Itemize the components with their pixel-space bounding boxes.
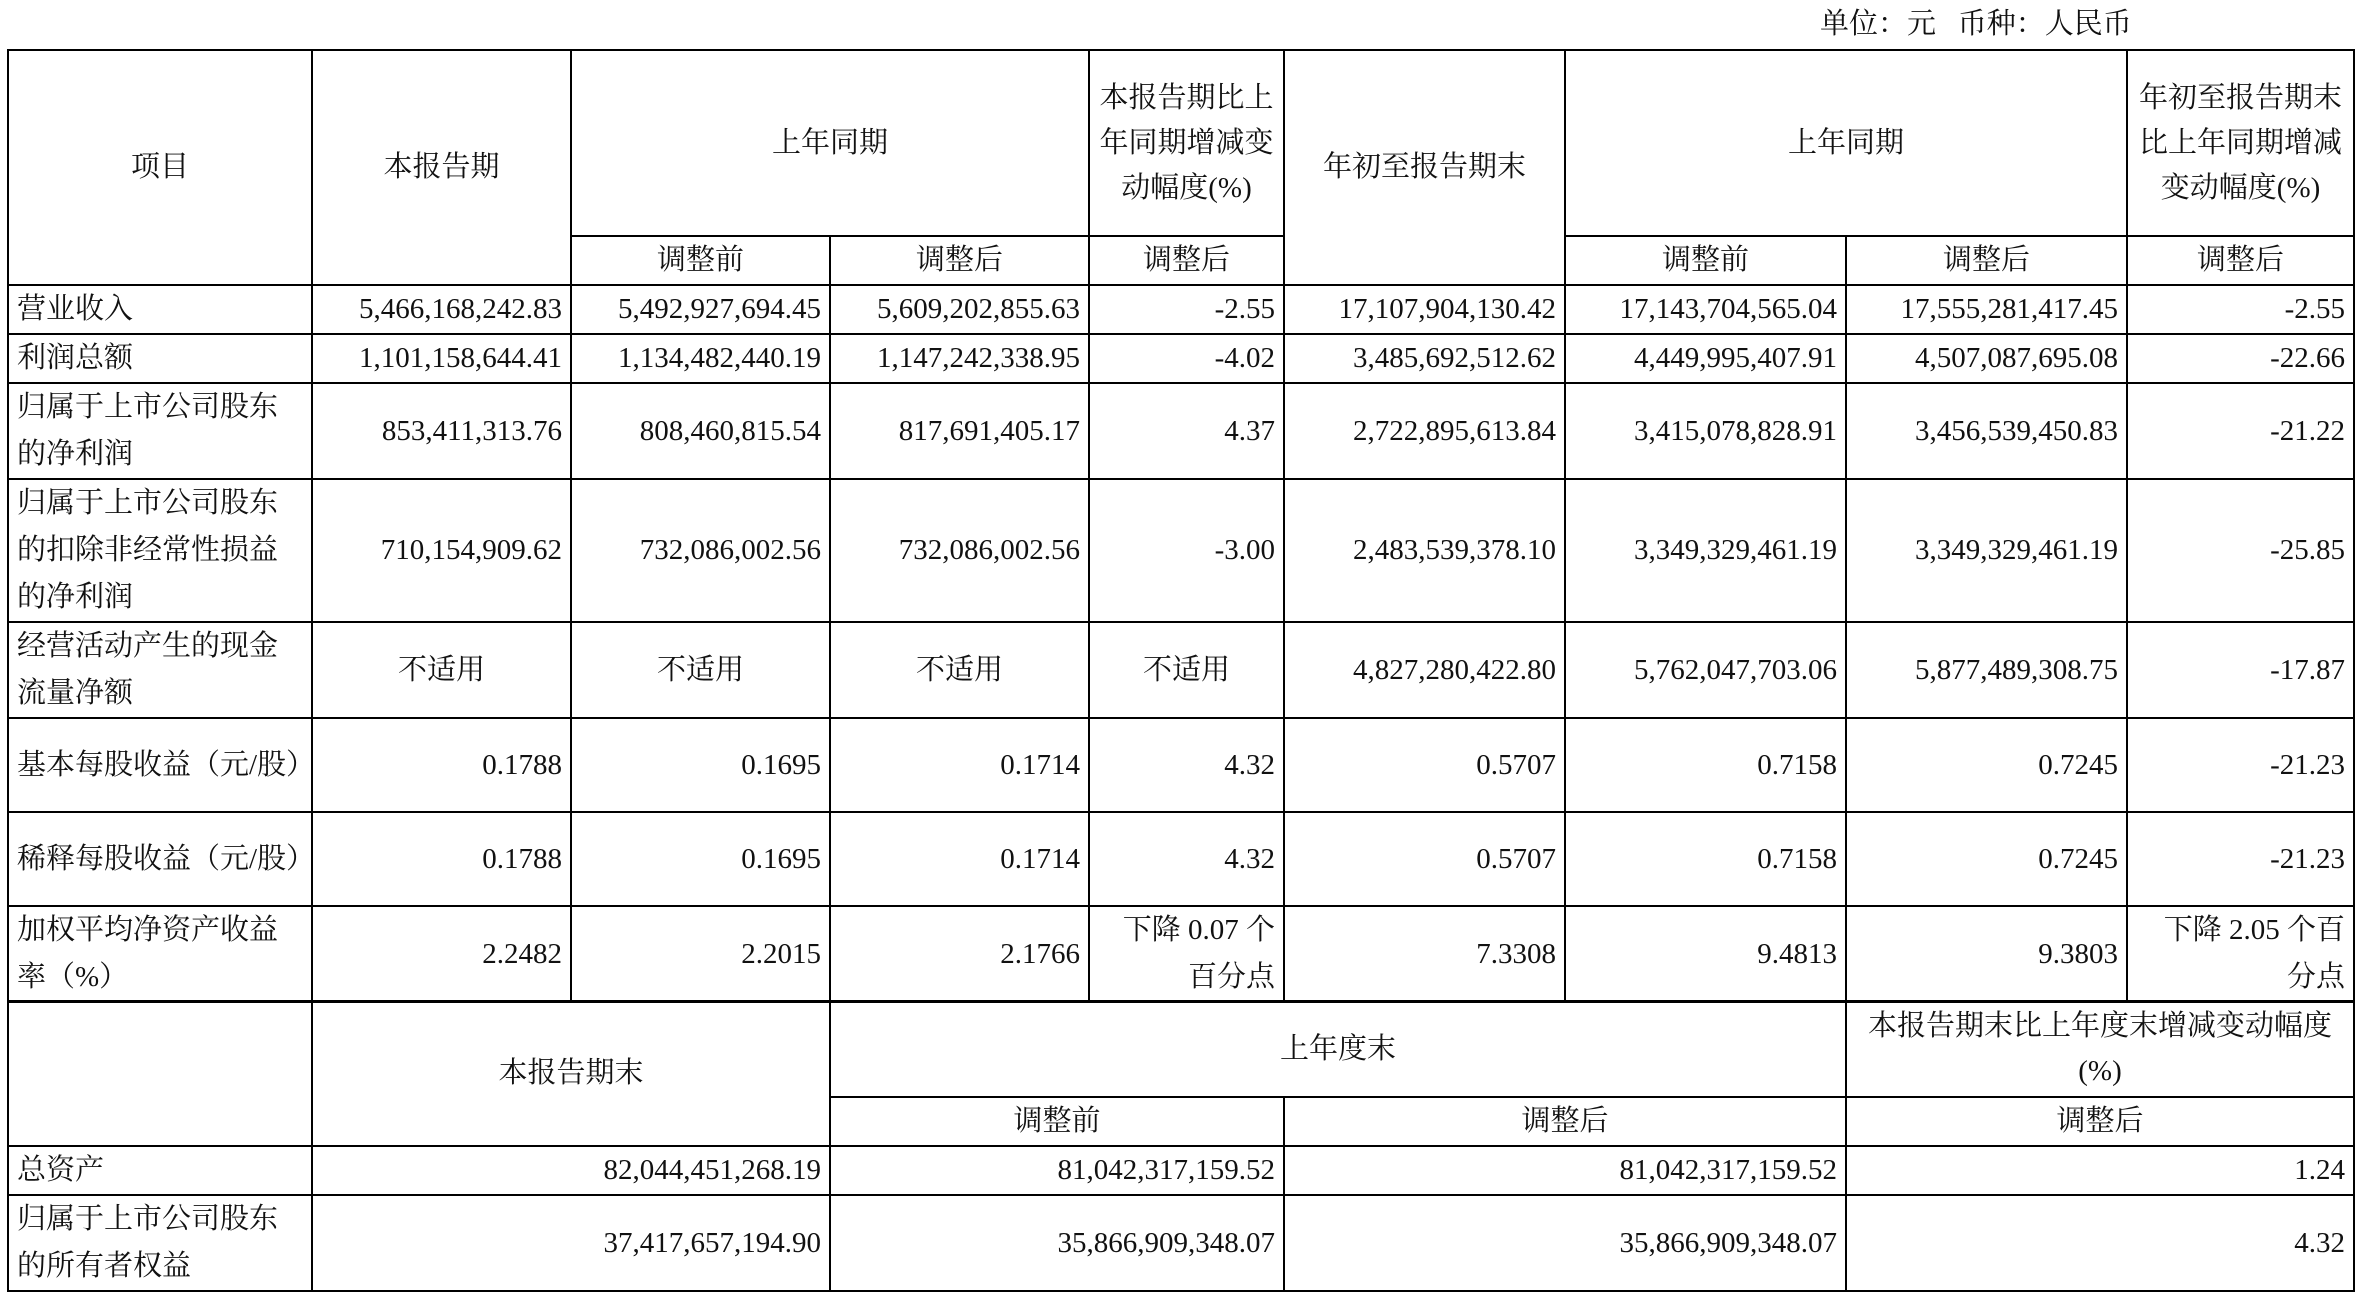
row-label: 总资产: [8, 1146, 312, 1195]
table-row: [8, 1146, 2354, 1195]
table-cell: 17,143,704,565.04: [1565, 285, 1846, 334]
table-cell: 732,086,002.56: [830, 479, 1089, 622]
header-same-period-last-year: 上年同期: [571, 50, 1089, 236]
table-cell: 3,456,539,450.83: [1846, 383, 2127, 479]
row-label: 归属于上市公司股东的净利润: [8, 383, 312, 479]
table-row: [8, 285, 2354, 334]
table-cell: 2,722,895,613.84: [1284, 383, 1565, 479]
header-current-period: 本报告期: [312, 50, 571, 285]
row-label: 稀释每股收益（元/股）: [8, 812, 312, 906]
header-change-current: 本报告期比上年同期增减变动幅度(%): [1089, 50, 1284, 236]
row-label: 加权平均净资产收益率（%）: [8, 906, 312, 1002]
table-cell: 0.7158: [1565, 812, 1846, 906]
table-cell: 3,415,078,828.91: [1565, 383, 1846, 479]
table-cell: -4.02: [1089, 334, 1284, 383]
table-cell: 81,042,317,159.52: [1284, 1146, 1846, 1195]
header-period-end: 本报告期末: [312, 1001, 830, 1146]
header-change-ytd: 年初至报告期末比上年同期增减变动幅度(%): [2127, 50, 2354, 236]
table-cell: 不适用: [830, 622, 1089, 718]
table-cell: 5,492,927,694.45: [571, 285, 830, 334]
row-label: 经营活动产生的现金流量净额: [8, 622, 312, 718]
table-cell: 9.4813: [1565, 906, 1846, 1002]
header-after-adjustment-change-ytd: 调整后: [2127, 236, 2354, 285]
table-cell: 3,349,329,461.19: [1565, 479, 1846, 622]
table-cell: 2.2015: [571, 906, 830, 1002]
row-label: 归属于上市公司股东的所有者权益: [8, 1195, 312, 1291]
header-after-adjustment-change-balance: 调整后: [1846, 1097, 2354, 1146]
header-before-adjustment-balance: 调整前: [830, 1097, 1284, 1146]
table-cell: -25.85: [2127, 479, 2354, 622]
table-cell: -2.55: [2127, 285, 2354, 334]
table-row: [8, 906, 2354, 1002]
table-cell: 37,417,657,194.90: [312, 1195, 830, 1291]
table-row: [8, 622, 2354, 718]
table-cell: -2.55: [1089, 285, 1284, 334]
table-cell: 7.3308: [1284, 906, 1565, 1002]
table-row: [8, 334, 2354, 383]
table-cell: 0.7245: [1846, 812, 2127, 906]
balance-header-table: [7, 1000, 2355, 1147]
assets-table: [7, 1145, 2355, 1292]
table-cell: 81,042,317,159.52: [830, 1146, 1284, 1195]
table-cell: 1,101,158,644.41: [312, 334, 571, 383]
header-before-adjustment: 调整前: [571, 236, 830, 285]
table-cell: 0.5707: [1284, 718, 1565, 812]
table-row: [8, 1195, 2354, 1291]
header-after-adjustment-change: 调整后: [1089, 236, 1284, 285]
table-cell: 4,507,087,695.08: [1846, 334, 2127, 383]
header-after-adjustment-ytd: 调整后: [1846, 236, 2127, 285]
table-cell: 2.1766: [830, 906, 1089, 1002]
table-cell: 0.1788: [312, 718, 571, 812]
table-cell: 1,147,242,338.95: [830, 334, 1089, 383]
table-cell: 808,460,815.54: [571, 383, 830, 479]
table-cell: 不适用: [312, 622, 571, 718]
table-row: [8, 479, 2354, 622]
table-cell: 9.3803: [1846, 906, 2127, 1002]
table-cell: 82,044,451,268.19: [312, 1146, 830, 1195]
table-cell: 0.1788: [312, 812, 571, 906]
table-row: [8, 383, 2354, 479]
table-cell: 0.1714: [830, 812, 1089, 906]
table-cell: 0.1695: [571, 812, 830, 906]
table-cell: 不适用: [1089, 622, 1284, 718]
table-cell: -3.00: [1089, 479, 1284, 622]
table-cell: 4.32: [1846, 1195, 2354, 1291]
table-cell: -17.87: [2127, 622, 2354, 718]
table-cell: 5,877,489,308.75: [1846, 622, 2127, 718]
table-cell: 下降 2.05 个百分点: [2127, 906, 2354, 1002]
table-cell: 3,349,329,461.19: [1846, 479, 2127, 622]
table-cell: 817,691,405.17: [830, 383, 1089, 479]
table-cell: 17,555,281,417.45: [1846, 285, 2127, 334]
main-financial-table: [7, 49, 2355, 1003]
table-cell: 0.1695: [571, 718, 830, 812]
table-cell: 4,827,280,422.80: [1284, 622, 1565, 718]
table-cell: -21.23: [2127, 812, 2354, 906]
row-label: 营业收入: [8, 285, 312, 334]
table-cell: 下降 0.07 个百分点: [1089, 906, 1284, 1002]
table-cell: 2.2482: [312, 906, 571, 1002]
table-row: [8, 718, 2354, 812]
table-cell: 2,483,539,378.10: [1284, 479, 1565, 622]
table-cell: 4.32: [1089, 812, 1284, 906]
table-cell: 0.7245: [1846, 718, 2127, 812]
table-cell: 1.24: [1846, 1146, 2354, 1195]
table-cell: 5,609,202,855.63: [830, 285, 1089, 334]
table-cell: 35,866,909,348.07: [1284, 1195, 1846, 1291]
row-label: 归属于上市公司股东的扣除非经常性损益的净利润: [8, 479, 312, 622]
row-label: 利润总额: [8, 334, 312, 383]
header-after-adjustment-balance: 调整后: [1284, 1097, 1846, 1146]
table-cell: 0.7158: [1565, 718, 1846, 812]
table-cell: 35,866,909,348.07: [830, 1195, 1284, 1291]
header-same-period-last-year-ytd: 上年同期: [1565, 50, 2127, 236]
table-cell: 5,762,047,703.06: [1565, 622, 1846, 718]
header-item: 项目: [8, 50, 312, 285]
unit-currency-note: 单位：元 币种：人民币: [1820, 8, 2132, 40]
table-cell: 732,086,002.56: [571, 479, 830, 622]
table-cell: -21.23: [2127, 718, 2354, 812]
table-cell: 0.1714: [830, 718, 1089, 812]
header-balance-change: 本报告期末比上年度末增减变动幅度(%): [1846, 1001, 2354, 1097]
table-cell: 853,411,313.76: [312, 383, 571, 479]
row-label: 基本每股收益（元/股）: [8, 718, 312, 812]
table-row: [8, 812, 2354, 906]
table-cell: 0.5707: [1284, 812, 1565, 906]
table-cell: 3,485,692,512.62: [1284, 334, 1565, 383]
header-blank: [8, 1001, 312, 1146]
table-cell: 5,466,168,242.83: [312, 285, 571, 334]
table-cell: 4.32: [1089, 718, 1284, 812]
header-last-year-end: 上年度末: [830, 1001, 1846, 1097]
table-cell: 4.37: [1089, 383, 1284, 479]
table-cell: 710,154,909.62: [312, 479, 571, 622]
table-cell: 17,107,904,130.42: [1284, 285, 1565, 334]
table-cell: -21.22: [2127, 383, 2354, 479]
header-before-adjustment-ytd: 调整前: [1565, 236, 1846, 285]
header-ytd: 年初至报告期末: [1284, 50, 1565, 285]
table-cell: -22.66: [2127, 334, 2354, 383]
table-cell: 4,449,995,407.91: [1565, 334, 1846, 383]
table-cell: 不适用: [571, 622, 830, 718]
table-cell: 1,134,482,440.19: [571, 334, 830, 383]
header-after-adjustment: 调整后: [830, 236, 1089, 285]
